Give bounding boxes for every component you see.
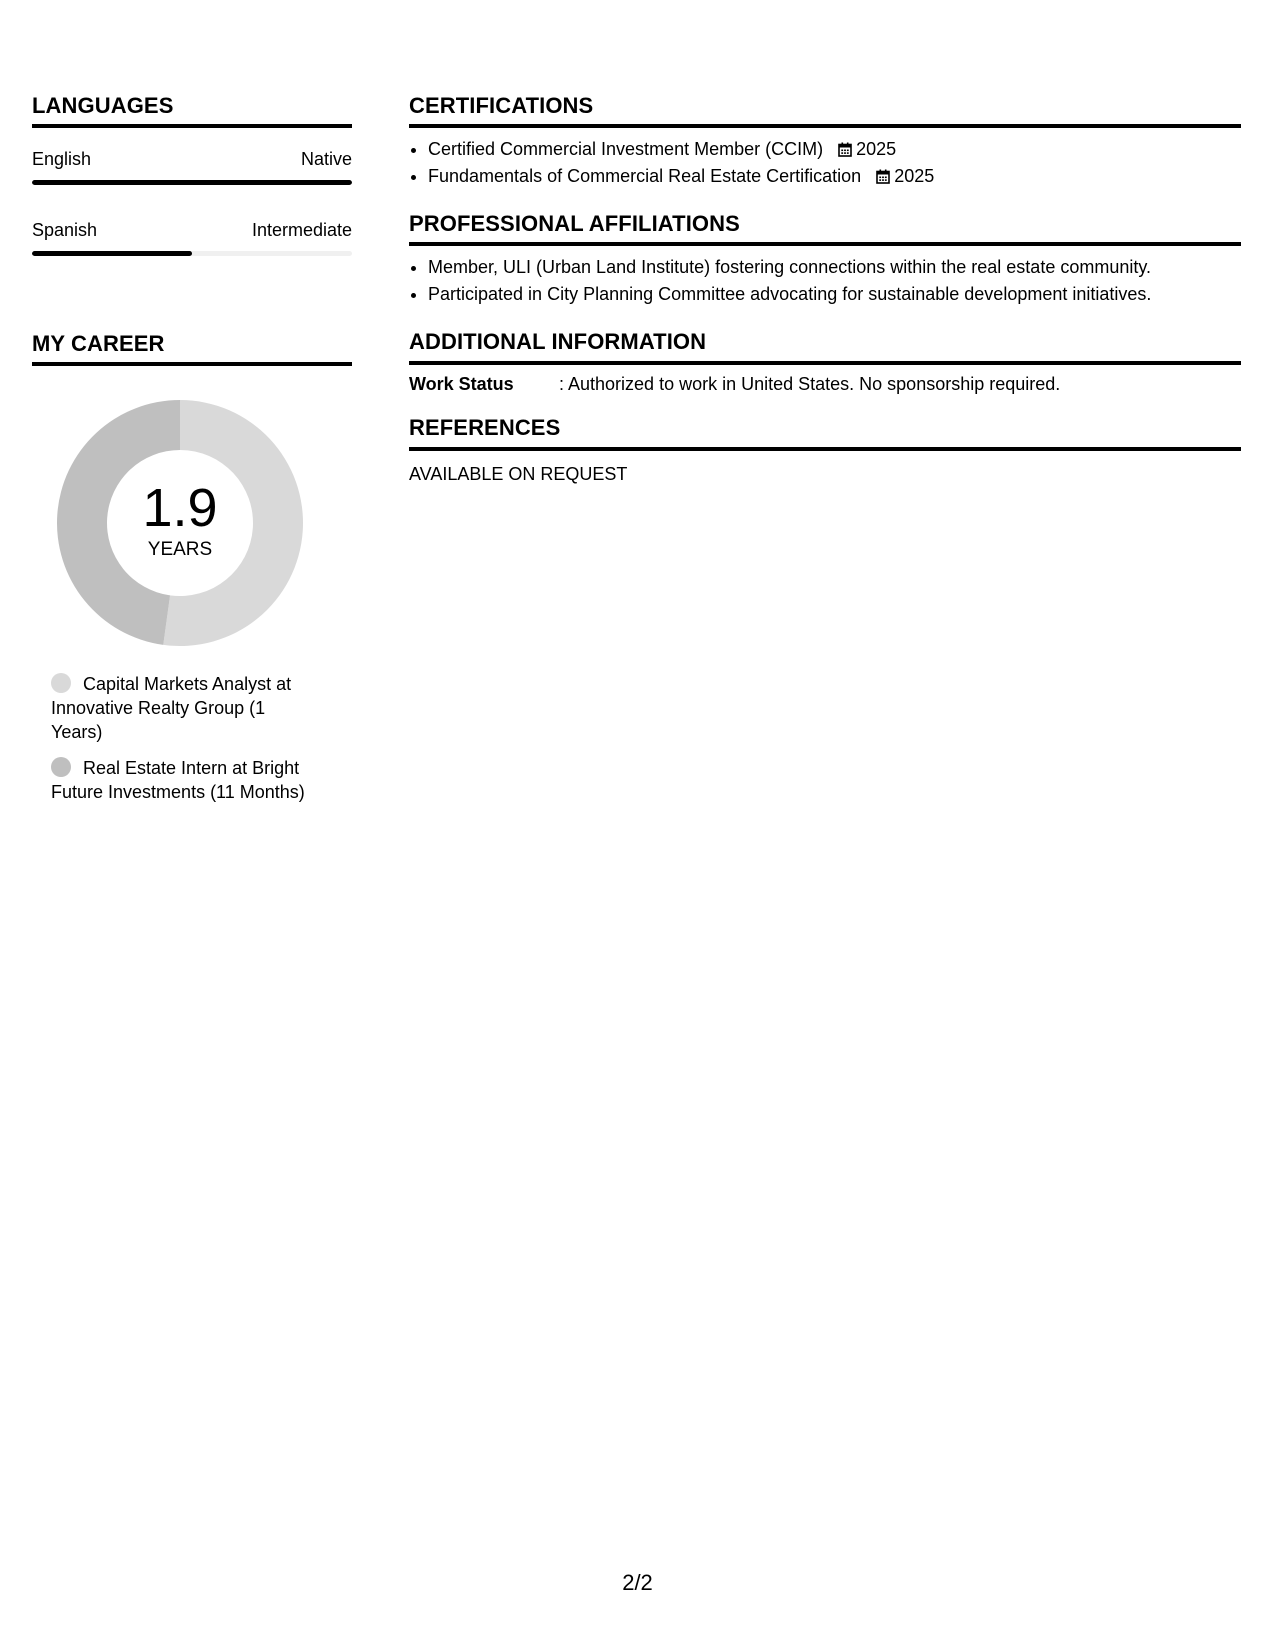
career-total-unit: YEARS xyxy=(147,538,213,560)
certifications-list xyxy=(409,136,1241,190)
additional-info-title: ADDITIONAL INFORMATION xyxy=(409,330,1241,364)
references-title: REFERENCES xyxy=(409,416,1241,450)
certifications-title: CERTIFICATIONS xyxy=(409,94,1241,128)
career-section xyxy=(32,332,352,804)
language-proficiency-fill xyxy=(32,251,192,256)
language-level: Native xyxy=(300,149,352,170)
references-section xyxy=(409,416,1241,484)
languages-title: LANGUAGES xyxy=(32,94,352,128)
career-total-value: 1.9 xyxy=(142,477,218,538)
language-item-english xyxy=(32,150,352,185)
languages-section xyxy=(32,94,352,256)
legend-label: Real Estate Intern at Bright Future Investments (11 Months) xyxy=(51,757,305,802)
certification-name: Certified Commercial Investment Member (CCIM) xyxy=(428,139,824,160)
certifications-section xyxy=(409,94,1241,190)
language-name: English xyxy=(32,149,92,170)
work-status-label: Work Status xyxy=(409,373,514,394)
work-status-row xyxy=(409,375,1241,395)
legend-item xyxy=(51,756,321,804)
references-text: AVAILABLE ON REQUEST xyxy=(409,463,628,484)
certification-item xyxy=(428,136,1241,163)
work-status-value: : Authorized to work in United States. No sponsorship required. xyxy=(559,373,1061,394)
affiliations-section xyxy=(409,212,1241,308)
language-proficiency-bar xyxy=(32,180,352,185)
language-level: Intermediate xyxy=(251,219,352,240)
additional-info-section xyxy=(409,330,1241,394)
language-name: Spanish xyxy=(32,219,98,240)
career-donut-chart xyxy=(57,400,303,646)
legend-dot xyxy=(51,757,71,777)
language-proficiency-bar xyxy=(32,251,352,256)
certification-item xyxy=(428,163,1241,190)
certification-year: 2025 xyxy=(856,139,897,160)
calendar-icon xyxy=(876,169,890,184)
career-legend xyxy=(51,672,321,804)
right-column xyxy=(409,94,1241,484)
certification-name: Fundamentals of Commercial Real Estate Certification xyxy=(428,166,862,187)
affiliation-item: • Participated in City Planning Committee advocating for sustainable development initiatives. xyxy=(428,281,1241,308)
affiliations-title: PROFESSIONAL AFFILIATIONS xyxy=(409,212,1241,246)
certification-year: 2025 xyxy=(894,166,935,187)
affiliations-list xyxy=(409,254,1241,308)
calendar-icon xyxy=(838,142,852,157)
language-item-spanish xyxy=(32,221,352,256)
language-proficiency-fill xyxy=(32,180,352,185)
legend-dot xyxy=(51,673,71,693)
page-number: 2/2 xyxy=(622,1570,653,1595)
legend-label: Capital Markets Analyst at Innovative Realty Group (1 Years) xyxy=(51,673,292,742)
donut-center xyxy=(57,400,303,646)
affiliation-item: • Member, ULI (Urban Land Institute) fostering connections within the real estate community. xyxy=(428,254,1241,281)
career-title: MY CAREER xyxy=(32,332,352,366)
legend-item xyxy=(51,672,321,744)
left-column xyxy=(32,94,352,816)
